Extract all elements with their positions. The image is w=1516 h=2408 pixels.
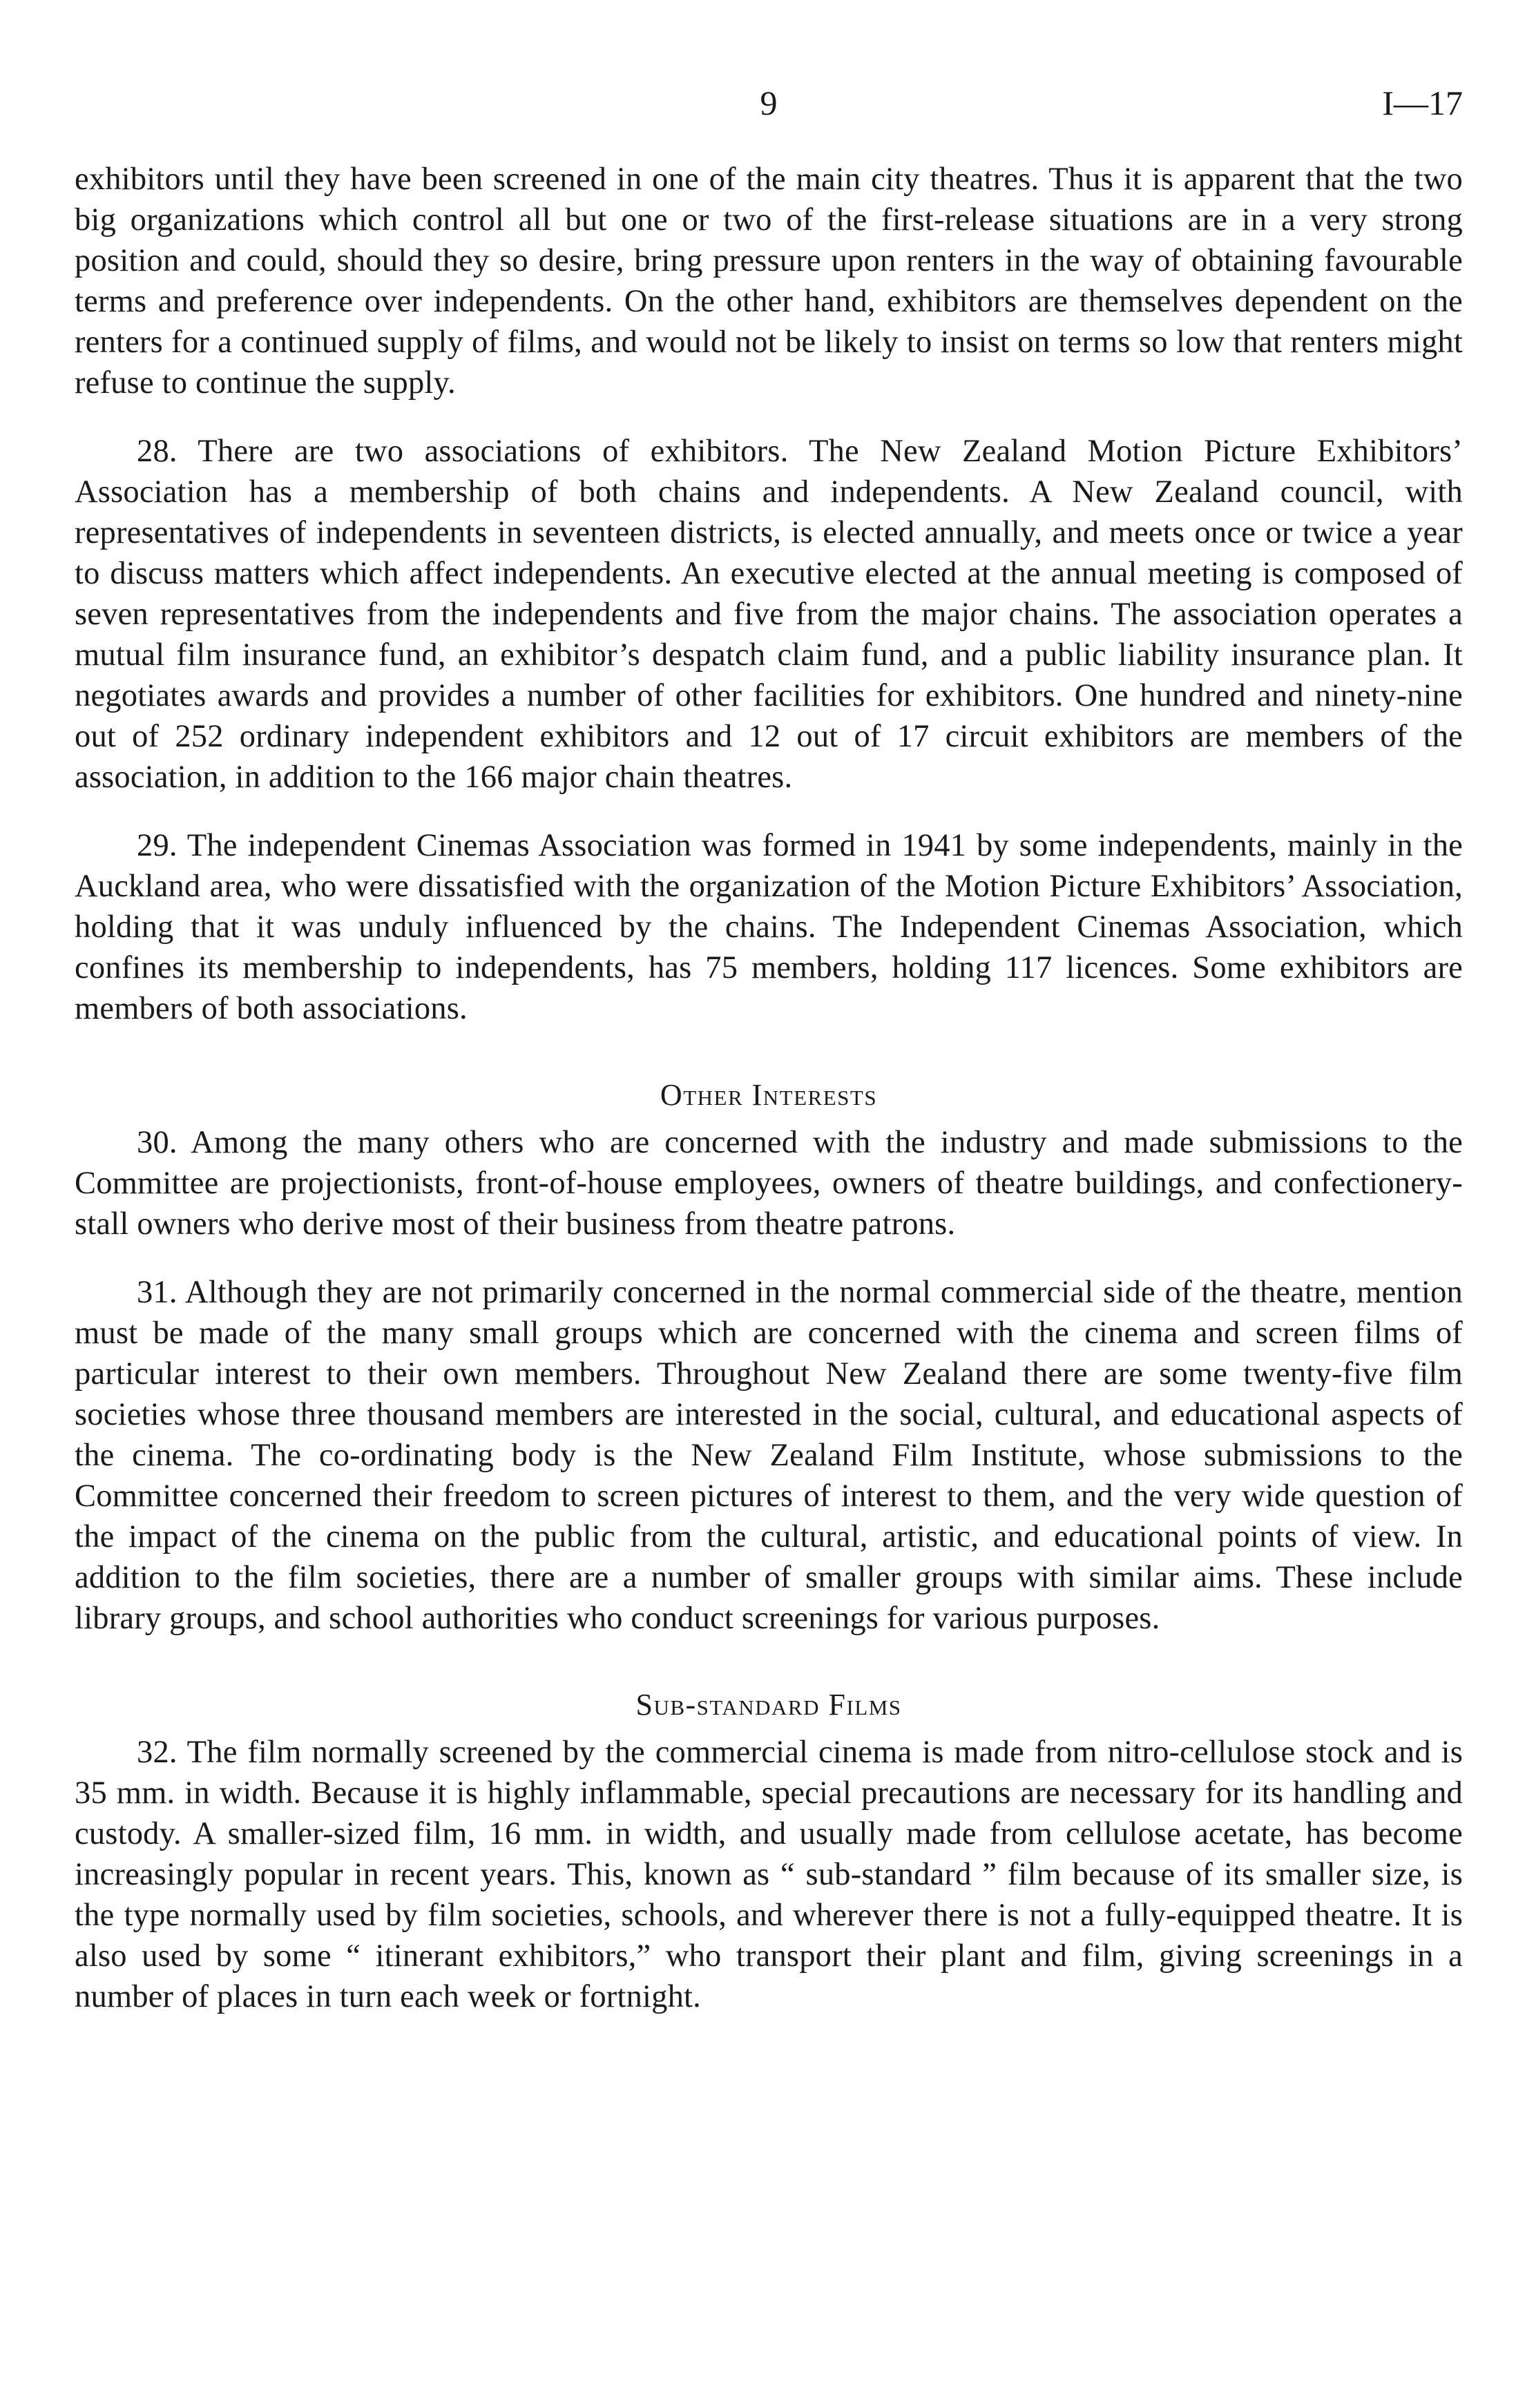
paragraph-continuation: exhibitors until they have been screened in one of the main city theatres. Thus it is apparent that the two big organizations which control all but one or two of the first-release situations are in a very strong position and could, should they so desire, bring pressure upon renters in the way of obtaining favourable terms and preference over independents. On the other hand, exhibitors are themselves dependent on the renters for a continued supply of films, and would not be likely to insist on terms so low that renters might refuse to continue the supply.: [75, 162, 1463, 401]
page-header: [75, 83, 1463, 159]
paragraph-32: 32. The film normally screened by the commercial cinema is made from nitro-cellulose stock and is 35 mm. in width. Because it is highly inflammable, special precautions are necessary for its handling and custody. A smaller-sized film, 16 mm. in width, and usually made from cellulose acetate, has become increasingly popular in recent years. This, known as “ sub-standard ” film because of its smaller size, is the type normally used by film societies, schools, and wherever there is not a fully-equipped theatre. It is also used by some “ itinerant exhibitors,” who transport their plant and film, giving screenings in a number of places in turn each week or fortnight.: [75, 1735, 1463, 2014]
document-reference: I—17: [1382, 84, 1463, 122]
paragraph-29: 29. The independent Cinemas Association was formed in 1941 by some independents, mainly in the Auckland area, who were dissatisfied with the organization of the Motion Picture Exhibitors’ Association, holding that it was unduly influenced by the chains. The Independent Cinemas Association, which confines its membership to independents, has 75 members, holding 117 licences. Some exhibitors are members of both associations.: [75, 828, 1463, 1026]
page-number: 9: [760, 84, 778, 122]
section-heading-other-interests: Other Interests: [660, 1078, 878, 1112]
paragraph-28: 28. There are two associations of exhibitors. The New Zealand Motion Picture Exhibitors’ Association has a membership of both chains and independents. A New Zealand council, with representatives of independents in seventeen districts, is elected annually, and meets once or twice a year to discuss matters which affect independents. An executive elected at the annual meeting is composed of seven representatives from the independents and five from the major chains. The association operates a mutual film insurance fund, an exhibitor’s despatch claim fund, and a public liability insurance plan. It negotiates awards and provides a number of other facilities for exhibitors. One hundred and ninety-nine out of 252 ordinary independent exhibitors and 12 out of 17 circuit exhibitors are members of the association, in addition to the 166 major chain theatres.: [75, 434, 1463, 795]
section-heading-sub-standard-films: Sub-standard Films: [635, 1688, 902, 1722]
paragraph-31: 31. Although they are not primarily concerned in the normal commercial side of the theatre, mention must be made of the many small groups which are concerned with the cinema and screen films of particular interest to their own members. Throughout New Zealand there are some twenty-five film societies whose three thousand members are interested in the social, cultural, and educational aspects of the cinema. The co-ordinating body is the New Zealand Film Institute, whose submissions to the Committee concerned their freedom to screen pictures of interest to them, and the very wide question of the impact of the cinema on the public from the cultural, artistic, and educational points of view. In addition to the film societies, there are a number of smaller groups with similar aims. These include library groups, and school authorities who conduct screenings for various purposes.: [75, 1275, 1463, 1636]
paragraph-30: 30. Among the many others who are concerned with the industry and made submissions to the Committee are projectionists, front-of-house employees, owners of theatre buildings, and confectionery-stall owners who derive most of their business from theatre patrons.: [75, 1125, 1463, 1242]
document-page: [75, 83, 1463, 2045]
